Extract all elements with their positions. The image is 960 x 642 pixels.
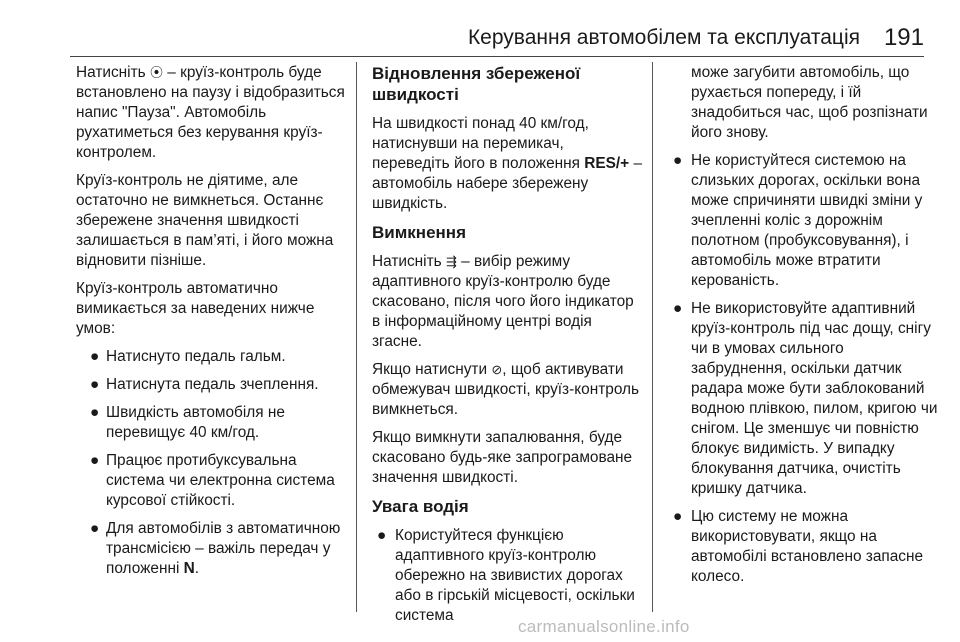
paragraph: Якщо натиснути ⊘, щоб активувати обмежувач швидкості, круїз-контроль вимкнеться. [372,361,640,418]
bullet-icon: ● [90,348,100,365]
header-title: Керування автомобілем та експлуатація [467,26,860,49]
list-item: ● Не використовуйте адаптивний круїз-контроль під час дощу, снігу чи в умовах сильного забруднення, оскільки датчик радара може бути заблокований водною плівкою, пилом, кригою чи снігом. Це зменшує чи повністю блокує видимість. У випадку блокування датчика, очистіть кришку датчика. [673,300,938,497]
column-divider-1 [356,62,357,612]
speed-limiter-icon: ⊘ [491,362,503,377]
cruise-pause-icon: ⦿ [149,65,163,80]
list-item: ● Натиснута педаль зчеплення. [90,376,319,393]
bullet-icon: ● [90,452,100,469]
section-heading: Увага водія [372,497,469,516]
paragraph: Натисніть ⇶ – вибір режиму адаптивного круїз-контролю буде скасовано, після чого його індикатор в інформаційному центрі водія згасне. [372,253,634,350]
continued-text: може загубити автомобіль, що рухається попереду, і їй знадобиться час, щоб розпізнати його знову. [691,64,928,141]
bullet-icon: ● [90,376,100,393]
paragraph: Якщо вимкнути запалювання, буде скасовано будь-яке запрограмоване значення швидкості. [372,429,633,486]
paragraph: Круїз-контроль не діятиме, але остаточно не вимкнеться. Останнє збережене значення швидкості залишається в пам’яті, і його можна відновити пізніше. [76,172,334,269]
column-1 [76,63,348,587]
list-item: ● Натиснуто педаль гальм. [90,348,286,365]
list-item: ● Працює протибуксувальна система чи електронна система курсової стійкості. [90,452,335,509]
column-divider-2 [652,62,653,612]
list-item: ● Цю систему не можна використовувати, якщо на автомобілі встановлено запасне колесо. [673,508,924,585]
bullet-icon: ● [673,300,683,317]
section-heading: Відновлення збереженої швидкості [372,64,581,104]
list-item: ● Швидкість автомобіля не перевищує 40 км/год. [90,404,285,441]
section-heading: Вимкнення [372,223,466,242]
watermark: carmanualsonline.info [518,617,690,636]
paragraph: Круїз-контроль автоматично вимикається за наведених нижче умов: [76,280,315,337]
bullet-icon: ● [377,527,387,544]
paragraph: На швидкості понад 40 км/год, натиснувши на перемикач, переведіть його в положення RES/+ – автомобіль набере збережену швидкість. [372,115,643,212]
column-3 [668,63,940,595]
bullet-icon: ● [673,152,683,169]
mode-select-icon: ⇶ [445,254,457,269]
column-2 [372,63,644,634]
warning-list [372,526,644,626]
page-number: 191 [883,24,924,51]
list-item: ● Не користуйтеся системою на слизьких дорогах, оскільки вона може спричиняти швидкі зміни у зчепленні коліс з дорожнім полотном (пробуксовування), і автомобіль може втратити керованість. [673,152,923,289]
paragraph: Натисніть ⦿ – круїз-контроль буде встановлено на паузу і відобразиться напис "Пауза". Автомобіль рухатиметься без керування круїз-контролем. [76,64,345,161]
conditions-list [76,347,348,579]
warning-list-cont [668,151,940,587]
bullet-icon: ● [90,520,100,537]
list-item: ● Користуйтеся функцією адаптивного круїз-контролю обережно на звивистих дорогах або в гірській місцевості, оскільки система [377,527,635,624]
bullet-icon: ● [673,508,683,525]
page-header [0,0,960,58]
bullet-icon: ● [90,404,100,421]
list-item: ● Для автомобілів з автоматичною трансмісією – важіль передач у положенні N. [90,520,341,577]
header-divider [70,56,924,57]
